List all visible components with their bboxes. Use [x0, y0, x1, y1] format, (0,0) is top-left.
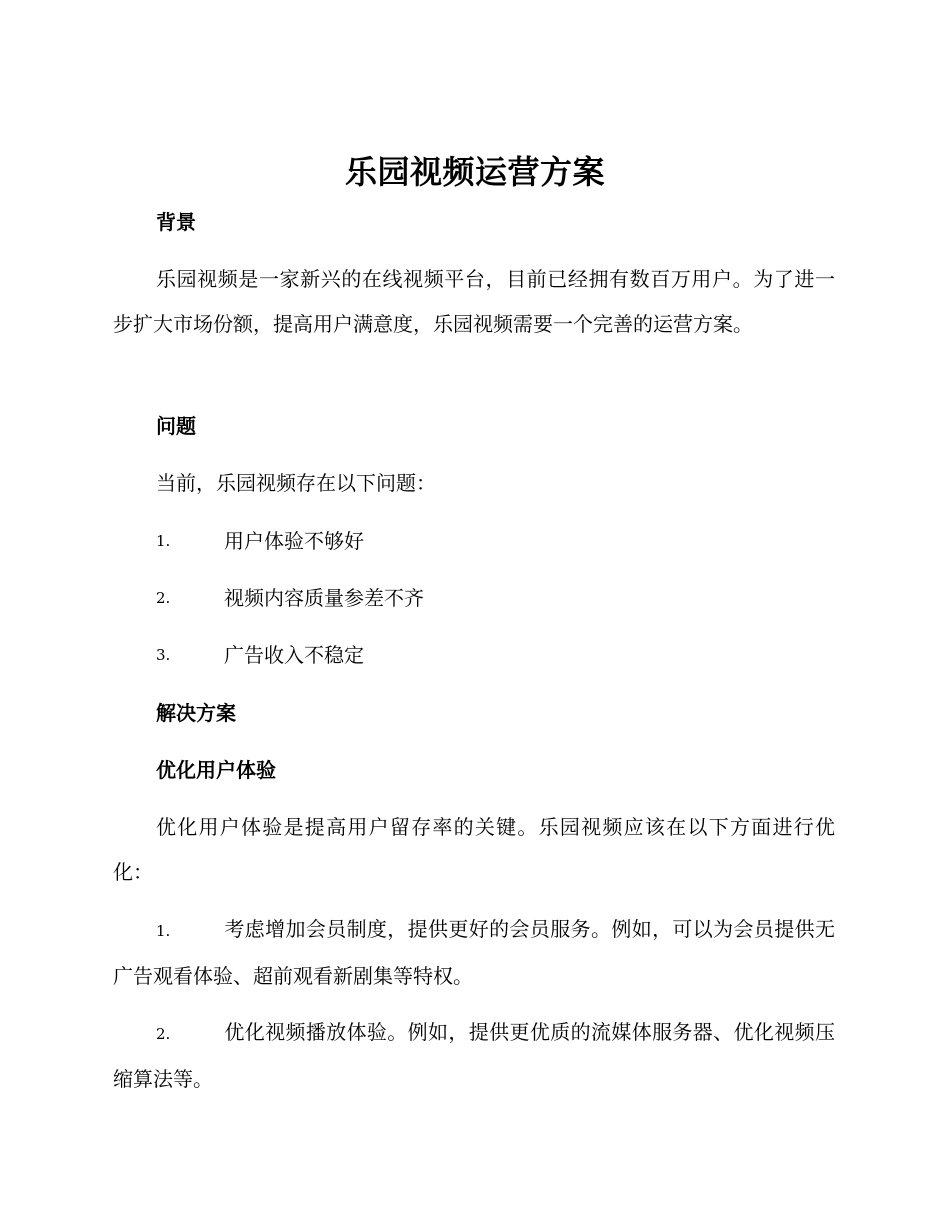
list-number: 1. [156, 922, 171, 940]
ux-list-item [113, 1010, 835, 1102]
list-number: 1. [156, 532, 171, 550]
list-text: 优化视频播放体验。例如，提供更优质的流媒体服务器、优化视频压缩算法等。 [113, 1020, 835, 1091]
list-number: 2. [156, 589, 171, 607]
list-text: 视频内容质量参差不齐 [224, 586, 424, 610]
list-number: 2. [156, 1025, 171, 1043]
section-heading-problem: 问题 [156, 414, 196, 438]
section-heading-background: 背景 [156, 210, 196, 234]
background-paragraph: 乐园视频是一家新兴的在线视频平台，目前已经拥有数百万用户。为了进一步扩大市场份额，提高用户满意度，乐园视频需要一个完善的运营方案。 [113, 267, 835, 336]
section-heading-ux: 优化用户体验 [156, 758, 276, 782]
ux-list-item [113, 907, 835, 999]
list-text: 考虑增加会员制度，提供更好的会员服务。例如，可以为会员提供无广告观看体验、超前观看新剧集等特权。 [113, 917, 835, 988]
problem-intro: 当前，乐园视频存在以下问题： [156, 471, 436, 495]
list-text: 广告收入不稳定 [224, 643, 364, 667]
list-text: 用户体验不够好 [224, 529, 364, 553]
section-heading-solution: 解决方案 [156, 701, 236, 725]
ux-intro-paragraph: 优化用户体验是提高用户留存率的关键。乐园视频应该在以下方面进行优化： [113, 815, 835, 884]
list-number: 3. [156, 646, 171, 664]
document-title: 乐园视频运营方案 [344, 153, 605, 191]
